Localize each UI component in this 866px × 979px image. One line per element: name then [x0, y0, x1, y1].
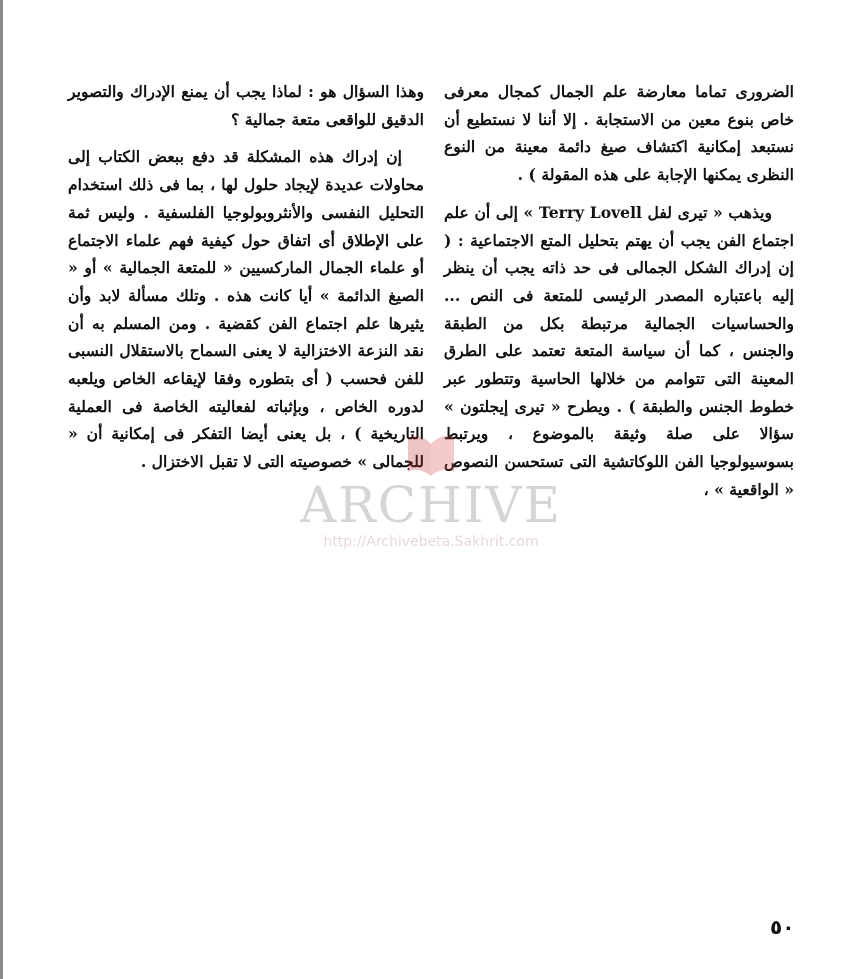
page-number: ٥٠ [770, 915, 795, 939]
left-text-column [68, 78, 424, 476]
page-edge [0, 0, 3, 979]
watermark-title: ARCHIVE [300, 476, 562, 534]
paragraph: إن إدراك هذه المشكلة قد دفع ببعض الكتاب إلى محاولات عديدة لإيجاد حلول لها ، بما فى ذلك استخدام التحليل النفسى والأنثروبولوجيا الفلسفية . وليس ثمة على الإطلاق أى اتفاق حول كيفية فهم علماء الاجتماع أو علماء الجمال الماركسيين « للمتعة الجمالية » أو « الصيغ الدائمة » أيا كانت هذه . وتلك مسألة لابد وأن يثيرها علم اجتماع الفن كقضية . ومن المسلم به أن نقد النزعة الاختزالية لا يعنى السماح بالاستقلال النسبى للفن فحسب ( أى بتطوره وفقا لإيقاعه الخاص ويلعبه لدوره الخاص ، وبإثباته لفعاليته الخاصة فى العملية التاريخية ) ، بل يعنى أيضا التفكر فى إمكانية أن « للجمالى » خصوصيته التى لا تقبل الاختزال . [68, 147, 424, 472]
paragraph: وهذا السؤال هو : لماذا يجب أن يمنع الإدراك والتصوير الدقيق للواقعى متعة جمالية ؟ [68, 82, 424, 129]
watermark-url: http://Archivebeta.Sakhrit.com [323, 534, 539, 550]
paragraph: الضرورى تماما معارضة علم الجمال كمجال معرفى خاص بنوع معين من الاستجابة . إلا أننا لا نستطيع أن نستبعد إمكانية اكتشاف صيغ دائمة معينة من النوع النظرى يمكنها الإجابة على هذه المقولة ) . [444, 82, 794, 185]
right-text-column [444, 78, 794, 504]
paragraph: ويذهب « تيرى لفل Terry Lovell » إلى أن علم اجتماع الفن يجب أن يهتم بتحليل المتع الاجتماعية : ( إن إدراك الشكل الجمالى فى حد ذاته يجب أن ينظر إليه باعتباره المصدر الرئيسى للمتعة فى النص ... والحساسيات الجمالية مرتبطة بكل من الطبقة والجنس ، كما أن سياسة المتعة تعتمد على الطرق المعينة التى تتوامم من خلالها الحاسية وتتطور عبر خطوط الجنس والطبقة ) . ويطرح « تيرى إيجلتون » سؤالا على صلة وثيقة بالموضوع ، ويرتبط بسوسيولوجيا الفن اللوكاتشية التى تستحسن النصوص « الواقعية » ، [444, 202, 794, 499]
